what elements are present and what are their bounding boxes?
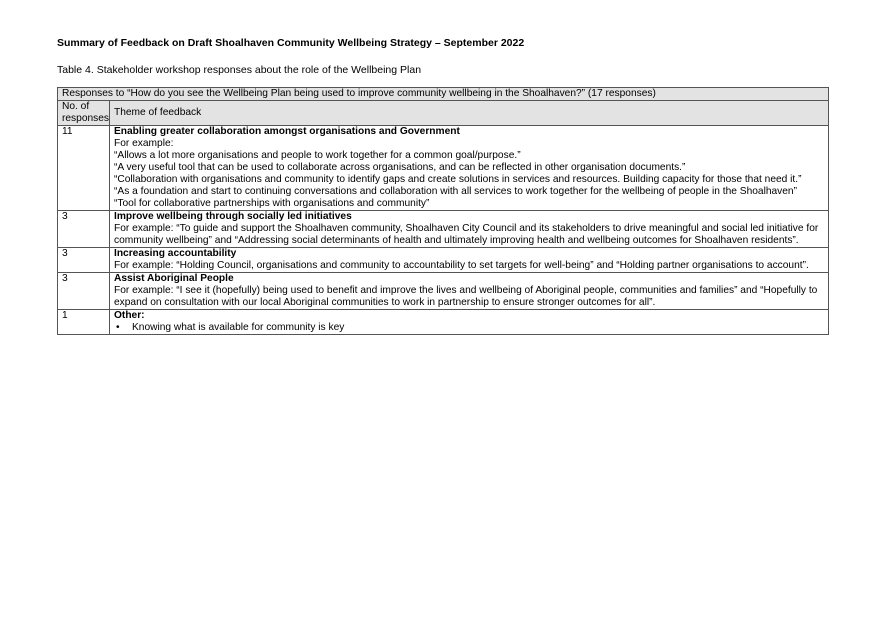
table-row: [58, 248, 829, 273]
table-row: [58, 273, 829, 310]
theme-text: For example: “To guide and support the Shoalhaven community, Shoalhaven City Council and its stakeholders to drive meaningful and social led initiative for community wellbeing” and “Addressing social determinants of health and ultimately improving health and wellbeing outcomes for Shoalhaven residents”.: [114, 223, 819, 246]
table-row: [58, 310, 829, 335]
theme-cell: [110, 310, 829, 335]
response-count: 3: [58, 211, 110, 248]
table-row: [58, 211, 829, 248]
theme-heading: Increasing accountability: [114, 248, 237, 259]
page-title: Summary of Feedback on Draft Shoalhaven Community Wellbeing Strategy – September 2022: [57, 37, 525, 49]
theme-quote: “As a foundation and start to continuing conversations and collaboration with all services to work together for the wellbeing of people in the Shoalhaven”: [114, 186, 797, 197]
feedback-table: [57, 87, 829, 335]
theme-cell: [110, 273, 829, 310]
theme-text: For example: “I see it (hopefully) being used to benefit and improve the lives and wellbeing of Aboriginal people, communities and families” and “Hopefully to expand on consultation with our local Aboriginal communities to work in partnership to ensure stronger outcomes for all”.: [114, 285, 818, 308]
theme-quote: “Collaboration with organisations and community to identify gaps and create solutions in services and resources. Building capacity for those that need it.”: [114, 174, 802, 185]
response-count: 1: [58, 310, 110, 335]
theme-text: For example: “Holding Council, organisations and community to accountability to set targets for well-being” and “Holding partner organisations to account”.: [114, 260, 809, 271]
theme-quote: “A very useful tool that can be used to collaborate across organisations, and can be reflected in other organisation documents.”: [114, 162, 686, 173]
table-caption: Table 4. Stakeholder workshop responses about the role of the Wellbeing Plan: [57, 64, 422, 76]
theme-heading: Other:: [114, 310, 145, 321]
theme-text: For example:: [114, 138, 174, 149]
theme-quote: “Allows a lot more organisations and people to work together for a common goal/purpose.”: [114, 150, 521, 161]
column-header-theme: Theme of feedback: [110, 101, 829, 126]
response-count: 3: [58, 248, 110, 273]
theme-cell: [110, 248, 829, 273]
question-header-cell: Responses to “How do you see the Wellbeing Plan being used to improve community wellbeing in the Shoalhaven?” (17 responses): [58, 88, 829, 101]
bullet-list: [114, 322, 824, 334]
column-header-count: No. of responses: [58, 101, 110, 126]
theme-heading: Improve wellbeing through socially led initiatives: [114, 211, 352, 222]
table-column-headers: [58, 101, 829, 126]
theme-cell: [110, 211, 829, 248]
bullet-item: • Knowing what is available for community is key: [128, 322, 824, 334]
response-count: 11: [58, 126, 110, 211]
theme-quote: “Tool for collaborative partnerships with organisations and community”: [114, 198, 430, 209]
response-count: 3: [58, 273, 110, 310]
table-question-header: [58, 88, 829, 101]
theme-cell: [110, 126, 829, 211]
theme-heading: Enabling greater collaboration amongst organisations and Government: [114, 126, 460, 137]
table-row: [58, 126, 829, 211]
theme-heading: Assist Aboriginal People: [114, 273, 234, 284]
